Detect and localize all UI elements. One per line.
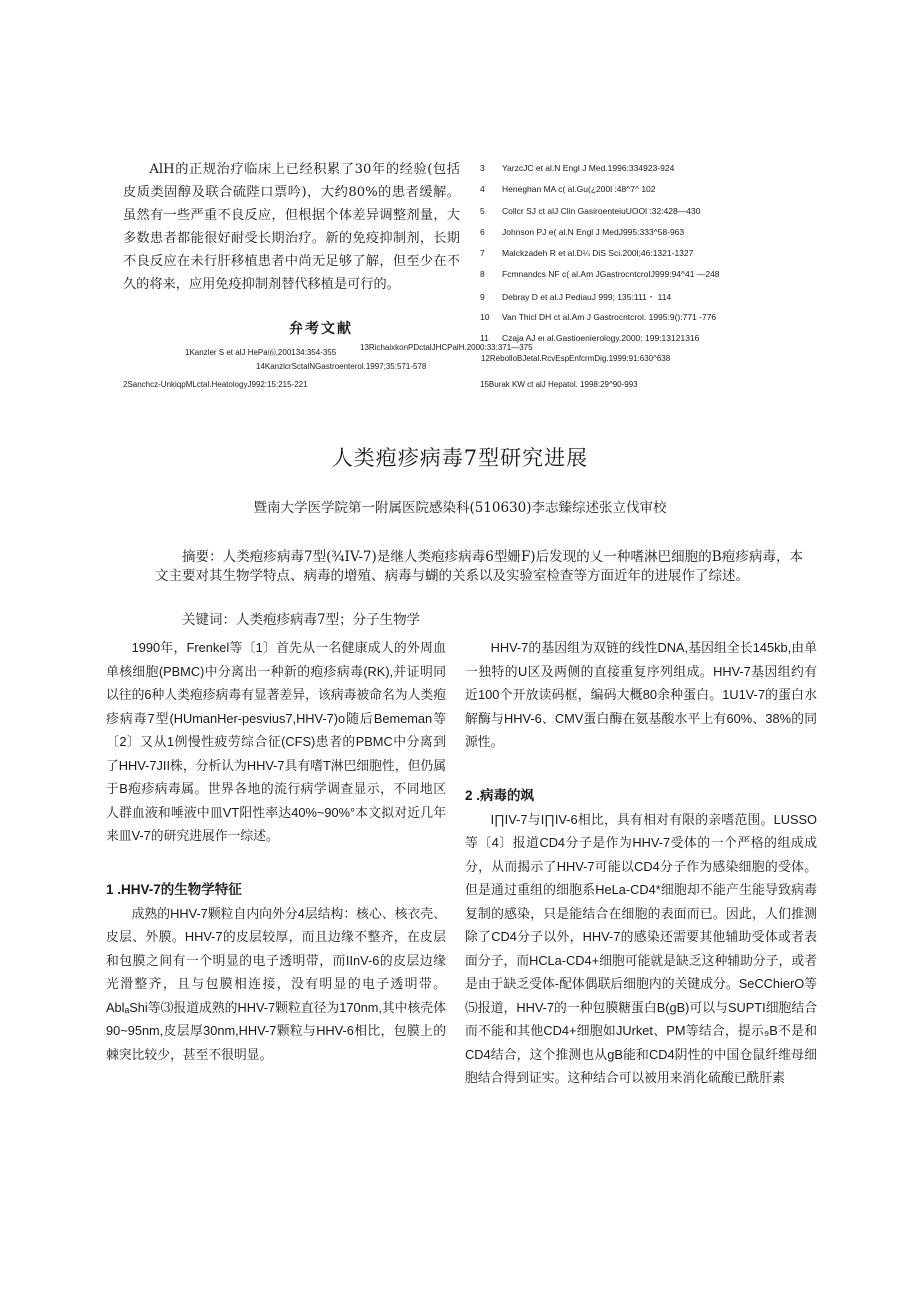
intro-paragraph: 1990年，Frenkel等〔1〕首先从一名健康成人的外周血单核细胞(PBMC)中分离出一种新的疱疹病毒(RK),并证明同以往的6种人类疱疹病毒有显著差异，该病毒被命名为人类疱疹病毒7型(HUmanHer-pesvius7,HHV-7)o随后Bememan等〔2〕又从1例慢性疲劳综合征(CFS)患者的PBMC中分离到了HHV-7JII株，分析认为HHV-7具有嗜T淋巴细胞性，但仍属于B疱疹病毒属。世界各地的流行病学调查显示，不同地区人群血液和唾液中皿VT阳性率达40%~90%°本文拟对近几年来皿V-7的研究进展作一综述。 bbox=[106, 640, 446, 843]
reference-item: 7 Malckzadeh R et al.D¼ DiS Sci.200l;46:1321-1327 bbox=[480, 248, 694, 259]
reference-13: 13RichaixkonPDctalJHCPalH.2000:33:371—375 bbox=[360, 343, 533, 352]
section-1-heading: 1 .HHV-7的生物学特征 bbox=[106, 881, 242, 897]
reference-15: 15Burak KW ct alJ Hepatol. 1998:29^90-993 bbox=[480, 380, 638, 389]
article-keywords: 关键词：人类疱疹病毒7型；分子生物学 bbox=[182, 612, 421, 628]
reference-item: 6 Johnson PJ e( al.N Engl J MedJ995:333^58-963 bbox=[480, 226, 685, 237]
reference-1: 1Kanzler S et alJ HePa⑹,200134:354-355 bbox=[185, 348, 337, 357]
section-2-heading: 2 .病毒的飒 bbox=[465, 787, 535, 803]
article-title: 人类疱疹病毒7型研究进展 bbox=[331, 446, 589, 470]
genome-paragraph: HHV-7的基因组为双链的线性DNA,基因组全长145kb,由单一独特的U区及两侧的直接重复序列组成。HHV-7基因组约有近100个开放读码框，编码大概80余种蛋白。1U1V-7的蛋白水解酶与HHV-6、CMV蛋白酶在氨基酸水平上有60%、38%的同源性。 bbox=[465, 640, 817, 749]
reference-12: 12RebolloBJetal.RcvEspEnfcrmDig.1999:91:630^638 bbox=[481, 354, 671, 363]
reference-item: 10 Van Thicl DH ct al.Am J Gastrocntcrol. 1995:9():771 -776 bbox=[480, 312, 717, 323]
reference-list-right bbox=[480, 163, 900, 349]
reference-item: 11 Czaja AJ eι al.Gastioenierology.2000: 199:13121316 bbox=[480, 333, 700, 344]
section-2-paragraph: I∏IV-7与I∏IV-6相比，具有相对有限的亲嗜范围。LUSSO等〔4〕报道CD4分子是作为HHV-7受体的一个严格的组成成分，从而揭示了HHV-7可能以CD4分子作为感染细胞的受体。但是通过重组的细胞系HeLa-CD4*细胞却不能产生能导致病毒复制的感染，只是能结合在细胞的表面而已。因此，人们推测除了CD4分子以外，HHV-7的感染还需要其他辅助受体或者表面分子，而HCLa-CD4+细胞可能就是缺乏这种辅助分子，或者是由于缺乏受体-配体偶联后细胞内的关键成分。SeCChierO等⑸报道，HHV-7的一种包膜糖蛋白B(gB)可以与SUPTI细胞结合而不能和其他CD4+细胞如JUrket、PM等结合，提示₉B不是和CD4结合，这个推测也从gB能和CD4阴性的中国仓鼠纤维母细胞结合得到证实。这种结合可以被用来消化硫酸已酰肝素 bbox=[465, 811, 817, 1085]
reference-2: 2Sanchcz-UnkiqpMLctal.HeatologyJ992:15:215-221 bbox=[123, 380, 308, 389]
section-1-paragraph: 成熟的HHV-7颗粒自内向外分4层结构：核心、核衣壳、皮层、外膜。HHV-7的皮层较厚，而且边缘不整齐，在皮层和包膜之间有一个明显的电子透明带，而IInV-6的皮层边缘光滑整齐，且与包膜相连接，没有明显的电子透明带。AblₐShi等⑶报道成熟的HHV-7颗粒直径为170nm,其中核壳体90~95nm,皮层厚30nm,HHV-7颗粒与HHV-6相比，包膜上的棘突比较少，甚至不很明显。 bbox=[106, 905, 446, 1062]
article-abstract: 摘要：人类疱疹病毒7型(¾IV-7)是继人类疱疹病毒6型姗F)后发现的乂一种嗜淋巴细胞的B疱疹病毒，本文主要对其生物学特点、病毒的增殖、病毒与蝴的关系以及实验室检查等方面近年的进展作了综述。 bbox=[155, 549, 803, 584]
reference-item: 3 YarzcJC et al.N Engl J Med.1996:334923-924 bbox=[480, 163, 675, 173]
reference-item: 9 Debray D et al.J PediauJ 999; 135:111・ 114 bbox=[480, 291, 672, 302]
left-column bbox=[106, 636, 446, 1066]
top-paragraph: AlH的正规治疗临床上已经积累了30年的经验(包括皮质类固醇及联合硫陛口票吟)，大约80%的患者缓解。虽然有一些严重不良反应，但根据个体差异调整剂量，大多数患者都能很好耐受长期治疗。新的免疫抑制剂，长期不良反应在未行肝移植患者中尚无足够了解，但至少在不久的将来，应用免疫抑制剂替代移植是可行的。 bbox=[123, 162, 460, 292]
reference-14: 14KanzlcrSctalNGastroenterol.1997;35:571-578 bbox=[256, 362, 427, 371]
references-heading: 弁考文献 bbox=[289, 321, 353, 337]
article-authors: 暨南大学医学院第一附属医院感染科(510630)李志臻综述张立伐审校 bbox=[253, 500, 667, 516]
reference-item: 4 Heneghan MA c( al.Gu(¿200l :48^7^ 102 bbox=[480, 184, 656, 195]
reference-item: 8 Fcmnandcs NF c( al.Am JGastrocntcroIJ999:94^41 —248 bbox=[480, 269, 720, 280]
reference-item: 5 Collcr SJ ct alJ Clin GasiroenteiuUOOl :32:428—430 bbox=[480, 205, 701, 216]
right-column bbox=[465, 636, 817, 1090]
